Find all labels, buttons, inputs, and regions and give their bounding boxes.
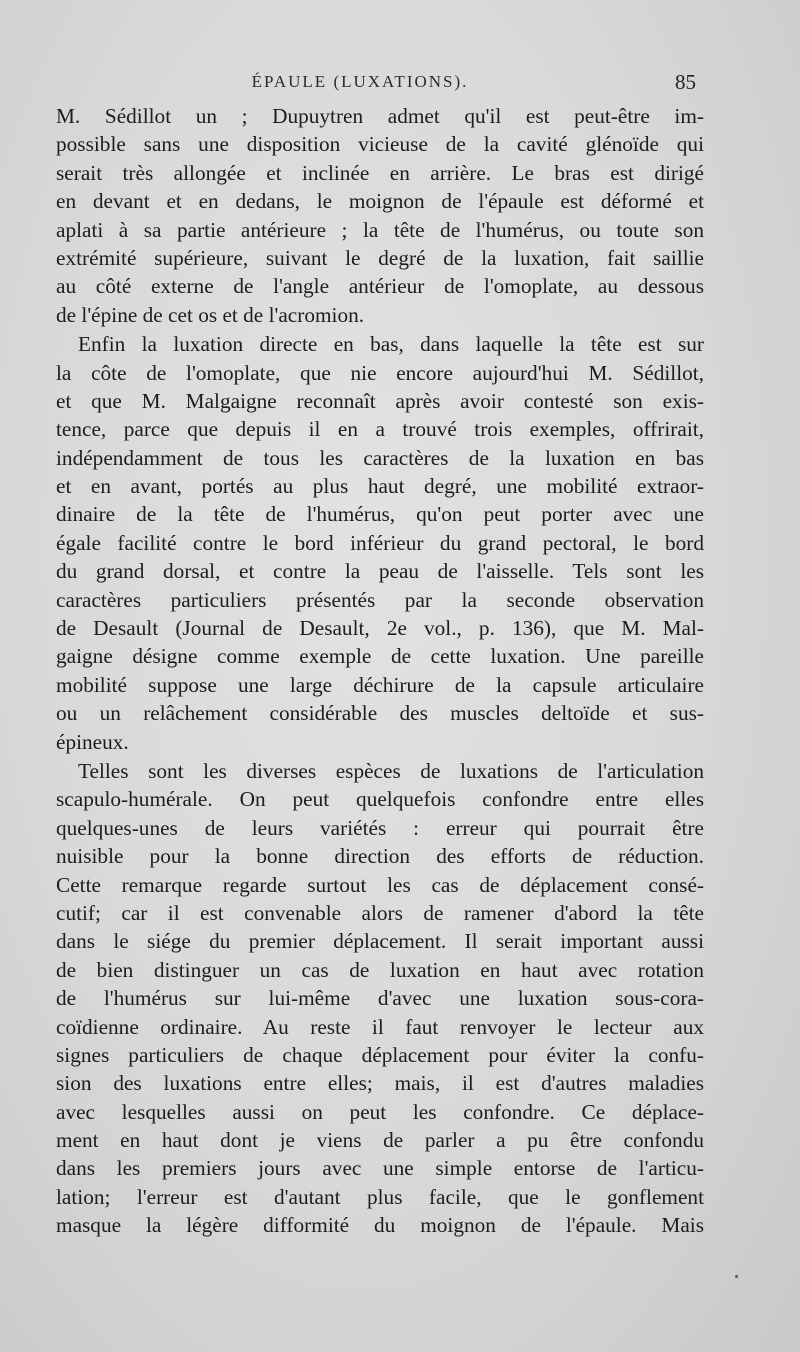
running-title: ÉPAULE (LUXATIONS). (251, 72, 469, 91)
text-line: de l'épine de cet os et de l'acromion. (56, 302, 365, 327)
text-line: ment en haut dont je viens de parler a pu être confondu (56, 1128, 704, 1153)
text-line: serait très allongée et inclinée en arrière. Le bras est dirigé (56, 160, 704, 185)
text-line: de l'humérus sur lui-même d'avec une luxation sous-cora- (56, 986, 704, 1011)
text-line: dinaire de la tête de l'humérus, qu'on peut porter avec une (56, 502, 704, 527)
text-line: gaigne désigne comme exemple de cette luxation. Une pareille (56, 644, 704, 669)
text-line: lation; l'erreur est d'autant plus facile, que le gonflement (56, 1184, 704, 1209)
paragraph-1 (56, 102, 704, 329)
text-line: tence, parce que depuis il en a trouvé trois exemples, offrirait, (56, 417, 704, 442)
text-line: masque la légère difformité du moignon de l'épaule. Mais (56, 1213, 704, 1238)
text-line: et que M. Malgaigne reconnaît après avoir contesté son exis- (56, 388, 704, 413)
text-line: Enfin la luxation directe en bas, dans laquelle la tête est sur (78, 332, 704, 357)
text-line: scapulo-humérale. On peut quelquefois confondre entre elles (56, 787, 704, 812)
text-line: extrémité supérieure, suivant le degré de la luxation, fait saillie (56, 245, 704, 270)
text-line: en devant et en dedans, le moignon de l'épaule est déformé et (56, 189, 704, 214)
paragraph-2 (56, 330, 704, 756)
text-line: nuisible pour la bonne direction des efforts de réduction. (56, 844, 704, 869)
text-line: épineux. (56, 729, 129, 754)
text-line: et en avant, portés au plus haut degré, une mobilité extraor- (56, 474, 704, 499)
paper-speck (735, 1275, 738, 1278)
text-line: ou un relâchement considérable des muscles deltoïde et sus- (56, 701, 704, 726)
text-line: quelques-unes de leurs variétés : erreur qui pourrait être (56, 815, 704, 840)
body-text (56, 102, 704, 1240)
text-line: de Desault (Journal de Desault, 2e vol., p. 136), que M. Mal- (56, 616, 704, 641)
book-page (56, 72, 704, 1312)
text-line: égale facilité contre le bord inférieur du grand pectoral, le bord (56, 530, 704, 555)
running-head (56, 72, 704, 102)
text-line: de bien distinguer un cas de luxation en haut avec rotation (56, 957, 704, 982)
text-line: indépendamment de tous les caractères de la luxation en bas (56, 445, 704, 470)
text-line: possible sans une disposition vicieuse de la cavité glénoïde qui (56, 132, 704, 157)
text-line: dans le siége du premier déplacement. Il serait important aussi (56, 929, 704, 954)
text-line: Cette remarque regarde surtout les cas de déplacement consé- (56, 872, 704, 897)
page-number: 85 (675, 70, 696, 94)
text-line: M. Sédillot un ; Dupuytren admet qu'il est peut-être im- (56, 104, 704, 128)
text-line: mobilité suppose une large déchirure de la capsule articulaire (56, 672, 704, 697)
text-line: signes particuliers de chaque déplacement pour éviter la confu- (56, 1042, 704, 1067)
text-line: la côte de l'omoplate, que nie encore aujourd'hui M. Sédillot, (56, 360, 704, 385)
paragraph-3 (56, 757, 704, 1240)
text-line: dans les premiers jours avec une simple entorse de l'articu- (56, 1156, 704, 1181)
text-line: avec lesquelles aussi on peut les confondre. Ce déplace- (56, 1099, 704, 1124)
text-line: caractères particuliers présentés par la seconde observation (56, 587, 704, 612)
text-line: du grand dorsal, et contre la peau de l'aisselle. Tels sont les (56, 559, 704, 584)
text-line: sion des luxations entre elles; mais, il est d'autres maladies (56, 1071, 704, 1096)
text-line: aplati à sa partie antérieure ; la tête de l'humérus, ou toute son (56, 217, 704, 242)
text-line: coïdienne ordinaire. Au reste il faut renvoyer le lecteur aux (56, 1014, 704, 1039)
text-line: Telles sont les diverses espèces de luxations de l'articulation (78, 758, 704, 783)
text-line: au côté externe de l'angle antérieur de l'omoplate, au dessous (56, 274, 704, 299)
text-line: cutif; car il est convenable alors de ramener d'abord la tête (56, 900, 704, 925)
